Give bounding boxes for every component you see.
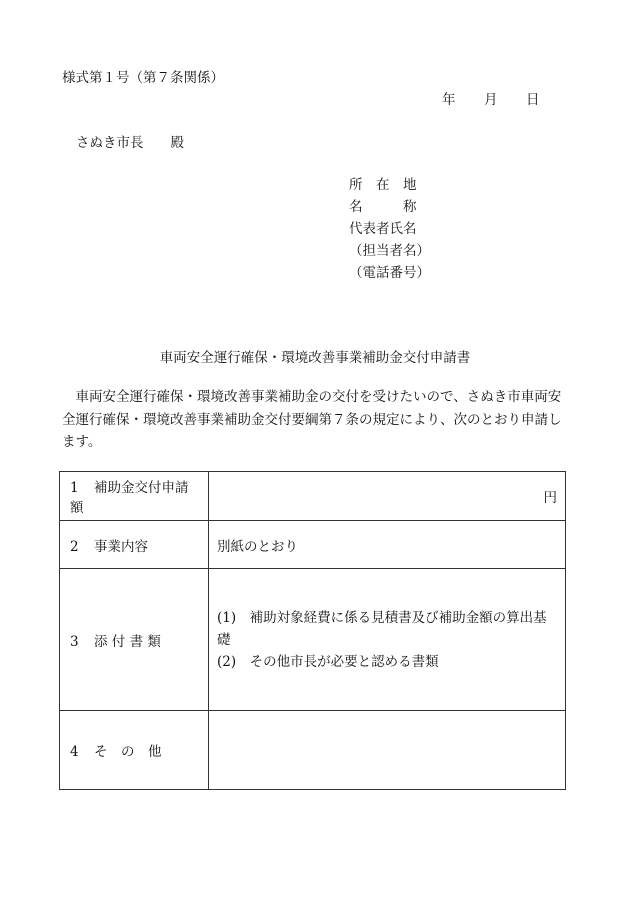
table-row [60,711,566,790]
row-number: 4 [70,744,79,760]
applicant-address-label: 所 在 地 [349,177,417,193]
date-line [442,88,540,108]
date-year-label: 年 [442,92,456,108]
amount-cell: 円 [209,472,566,521]
row-label: 事業内容 [94,538,148,555]
row-number: 3 [70,633,79,650]
other-cell [209,711,566,790]
row-label: そ の 他 [94,744,162,760]
application-table [59,471,566,790]
row-label-cell [60,521,209,569]
row-label-cell [60,472,209,521]
table-row [60,472,566,521]
applicant-phone-label: （電話番号） [349,265,430,281]
attachments-cell [209,569,566,711]
business-content-cell: 別紙のとおり [209,521,566,569]
row-number: 1 [70,480,79,496]
row-label-cell [60,711,209,790]
form-number: 様式第１号（第７条関係） [62,70,224,86]
table-row [60,521,566,569]
date-day-label: 日 [526,92,540,108]
row-label: 補助金交付申請額 [70,480,189,516]
attachment-item: (1) 補助対象経費に係る見積書及び補助金額の算出基礎 [217,609,547,648]
applicant-name-label: 名 称 [349,199,417,215]
row-number: 2 [70,538,79,555]
body-paragraph: 車両安全運行確保・環境改善事業補助金の交付を受けたいので、さぬき市車両安全運行確保・環境改善事業補助金交付要綱第７条の規定により、次のとおり申請します。 [62,389,562,450]
applicant-representative-label: 代表者氏名 [349,221,417,237]
table-row [60,569,566,711]
attachment-item: (2) その他市長が必要と認める書類 [217,653,439,670]
row-label-cell [60,569,209,711]
date-month-label: 月 [484,92,498,108]
document-title: 車両安全運行確保・環境改善事業補助金交付申請書 [159,350,471,366]
applicant-contact-label: （担当者名） [349,243,430,259]
applicant-block [349,174,430,284]
row-label: 添 付 書 類 [94,633,161,650]
addressee: さぬき市長 殿 [76,135,184,151]
